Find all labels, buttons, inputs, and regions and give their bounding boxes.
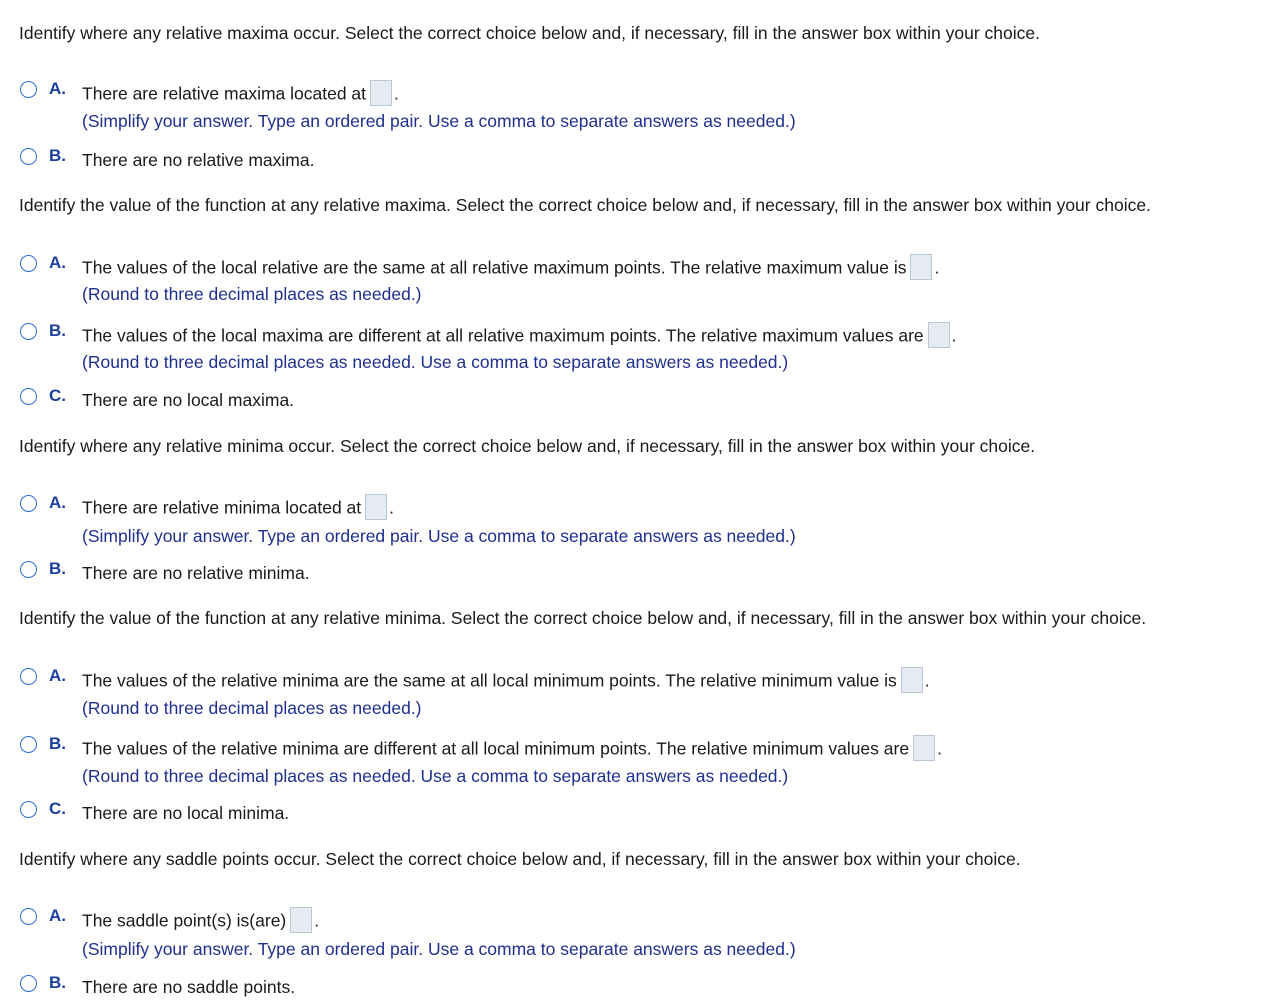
q3-answer-box[interactable]	[365, 494, 387, 520]
q4-option-b-hint: (Round to three decimal places as needed. Use a comma to separate answers as needed.)	[82, 766, 789, 786]
q5-option-a[interactable]	[20, 907, 1260, 931]
q3-option-b-text: There are no relative minima.	[82, 563, 310, 583]
q4-a-period: .	[924, 670, 930, 691]
q3-option-a-text-wrap	[82, 496, 394, 522]
q4-option-b[interactable]	[20, 735, 1260, 759]
q1-answer-box[interactable]	[370, 80, 392, 106]
q2-option-b-text-wrap	[82, 324, 957, 350]
q3-option-b-radio[interactable]	[20, 561, 37, 578]
q2-option-a-text-wrap	[82, 256, 939, 282]
q4-b-period: .	[937, 738, 942, 759]
q4-option-b-text-wrap	[82, 737, 942, 763]
q1-option-b[interactable]	[20, 147, 1260, 171]
q2-option-b-letter: B.	[49, 321, 66, 340]
q2-option-a[interactable]	[20, 254, 1260, 278]
q1-period: .	[394, 83, 399, 104]
q1-option-b-letter: B.	[49, 146, 66, 165]
q2-a-answer-box[interactable]	[910, 254, 932, 280]
q4-option-a-hint: (Round to three decimal places as needed.)	[82, 698, 422, 718]
q1-option-a-text: There are relative maxima located at	[82, 83, 367, 104]
q2-b-answer-box[interactable]	[928, 322, 950, 348]
q4-option-a-text-wrap	[82, 669, 930, 695]
q4-option-b-letter: B.	[49, 734, 66, 753]
q3-option-a-letter: A.	[49, 493, 66, 512]
q1-option-b-radio[interactable]	[20, 148, 37, 165]
q2-option-b-radio[interactable]	[20, 323, 37, 340]
q4-option-c-text: There are no local minima.	[82, 803, 290, 823]
q4-option-b-radio[interactable]	[20, 736, 37, 753]
q3-option-a-hint: (Simplify your answer. Type an ordered pair. Use a comma to separate answers as needed.)	[82, 526, 796, 546]
q3-option-a[interactable]	[20, 494, 1260, 518]
q5-option-b-radio[interactable]	[20, 975, 37, 992]
q5-answer-box[interactable]	[290, 907, 312, 933]
q5-prompt: Identify where any saddle points occur. Select the correct choice below and, if necessary, fill in the answer box within your choice.	[19, 849, 1021, 869]
q1-option-a-radio[interactable]	[20, 81, 37, 98]
q2-option-c-text: There are no local maxima.	[82, 390, 295, 410]
q2-option-b-text: The values of the local maxima are different at all relative maximum points. The relative maximum values are	[82, 325, 924, 346]
q2-option-a-text: The values of the local relative are the same at all relative maximum points. The relative maximum value is	[82, 257, 907, 278]
q1-option-a-hint: (Simplify your answer. Type an ordered pair. Use a comma to separate answers as needed.)	[82, 111, 796, 131]
q5-period: .	[314, 910, 320, 931]
q4-option-a-radio[interactable]	[20, 668, 37, 685]
q2-option-c-letter: C.	[49, 386, 66, 405]
q4-option-a-letter: A.	[49, 666, 66, 685]
q4-option-c-letter: C.	[49, 799, 66, 818]
q2-prompt: Identify the value of the function at any relative maxima. Select the correct choice below and, if necessary, fill in the answer box within your choice.	[19, 195, 1151, 215]
q2-option-b[interactable]	[20, 322, 1260, 346]
q2-a-period: .	[934, 257, 940, 278]
q4-prompt: Identify the value of the function at any relative minima. Select the correct choice below and, if necessary, fill in the answer box within your choice.	[19, 608, 1147, 628]
q1-option-a[interactable]	[20, 80, 1260, 104]
q4-option-a[interactable]	[20, 667, 1260, 691]
q2-option-c-radio[interactable]	[20, 388, 37, 405]
q2-b-period: .	[951, 325, 957, 346]
q5-option-b[interactable]	[20, 974, 1260, 998]
q5-option-a-hint: (Simplify your answer. Type an ordered pair. Use a comma to separate answers as needed.)	[82, 939, 796, 959]
q3-option-a-text: There are relative minima located at	[82, 497, 362, 518]
q5-option-a-letter: A.	[49, 906, 66, 925]
q3-option-b-letter: B.	[49, 559, 66, 578]
q3-option-a-radio[interactable]	[20, 495, 37, 512]
q1-prompt: Identify where any relative maxima occur. Select the correct choice below and, if necessary, fill in the answer box within your choice.	[19, 23, 1040, 43]
q3-option-b[interactable]	[20, 560, 1260, 584]
q5-option-b-text: There are no saddle points.	[82, 977, 296, 997]
q1-option-b-text: There are no relative maxima.	[82, 150, 315, 170]
q2-option-b-hint: (Round to three decimal places as needed. Use a comma to separate answers as needed.)	[82, 352, 789, 372]
q5-option-a-text-wrap	[82, 909, 319, 935]
q3-prompt: Identify where any relative minima occur. Select the correct choice below and, if necessary, fill in the answer box within your choice.	[19, 436, 1036, 456]
q4-option-c-radio[interactable]	[20, 801, 37, 818]
q4-option-c[interactable]	[20, 800, 1260, 824]
q2-option-c[interactable]	[20, 387, 1260, 411]
q3-period: .	[389, 497, 395, 518]
q4-option-b-text: The values of the relative minima are different at all local minimum points. The relative minimum values are	[82, 738, 910, 759]
q1-option-a-letter: A.	[49, 79, 66, 98]
q2-option-a-letter: A.	[49, 253, 66, 272]
q4-a-answer-box[interactable]	[901, 667, 923, 693]
q5-option-b-letter: B.	[49, 973, 66, 992]
q5-option-a-text: The saddle point(s) is(are)	[82, 910, 287, 931]
q4-b-answer-box[interactable]	[913, 735, 935, 761]
q1-option-a-text-wrap	[82, 82, 399, 108]
q5-option-a-radio[interactable]	[20, 908, 37, 925]
q2-option-a-hint: (Round to three decimal places as needed.)	[82, 284, 422, 304]
q2-option-a-radio[interactable]	[20, 255, 37, 272]
q4-option-a-text: The values of the relative minima are the same at all local minimum points. The relative minimum value is	[82, 670, 897, 691]
